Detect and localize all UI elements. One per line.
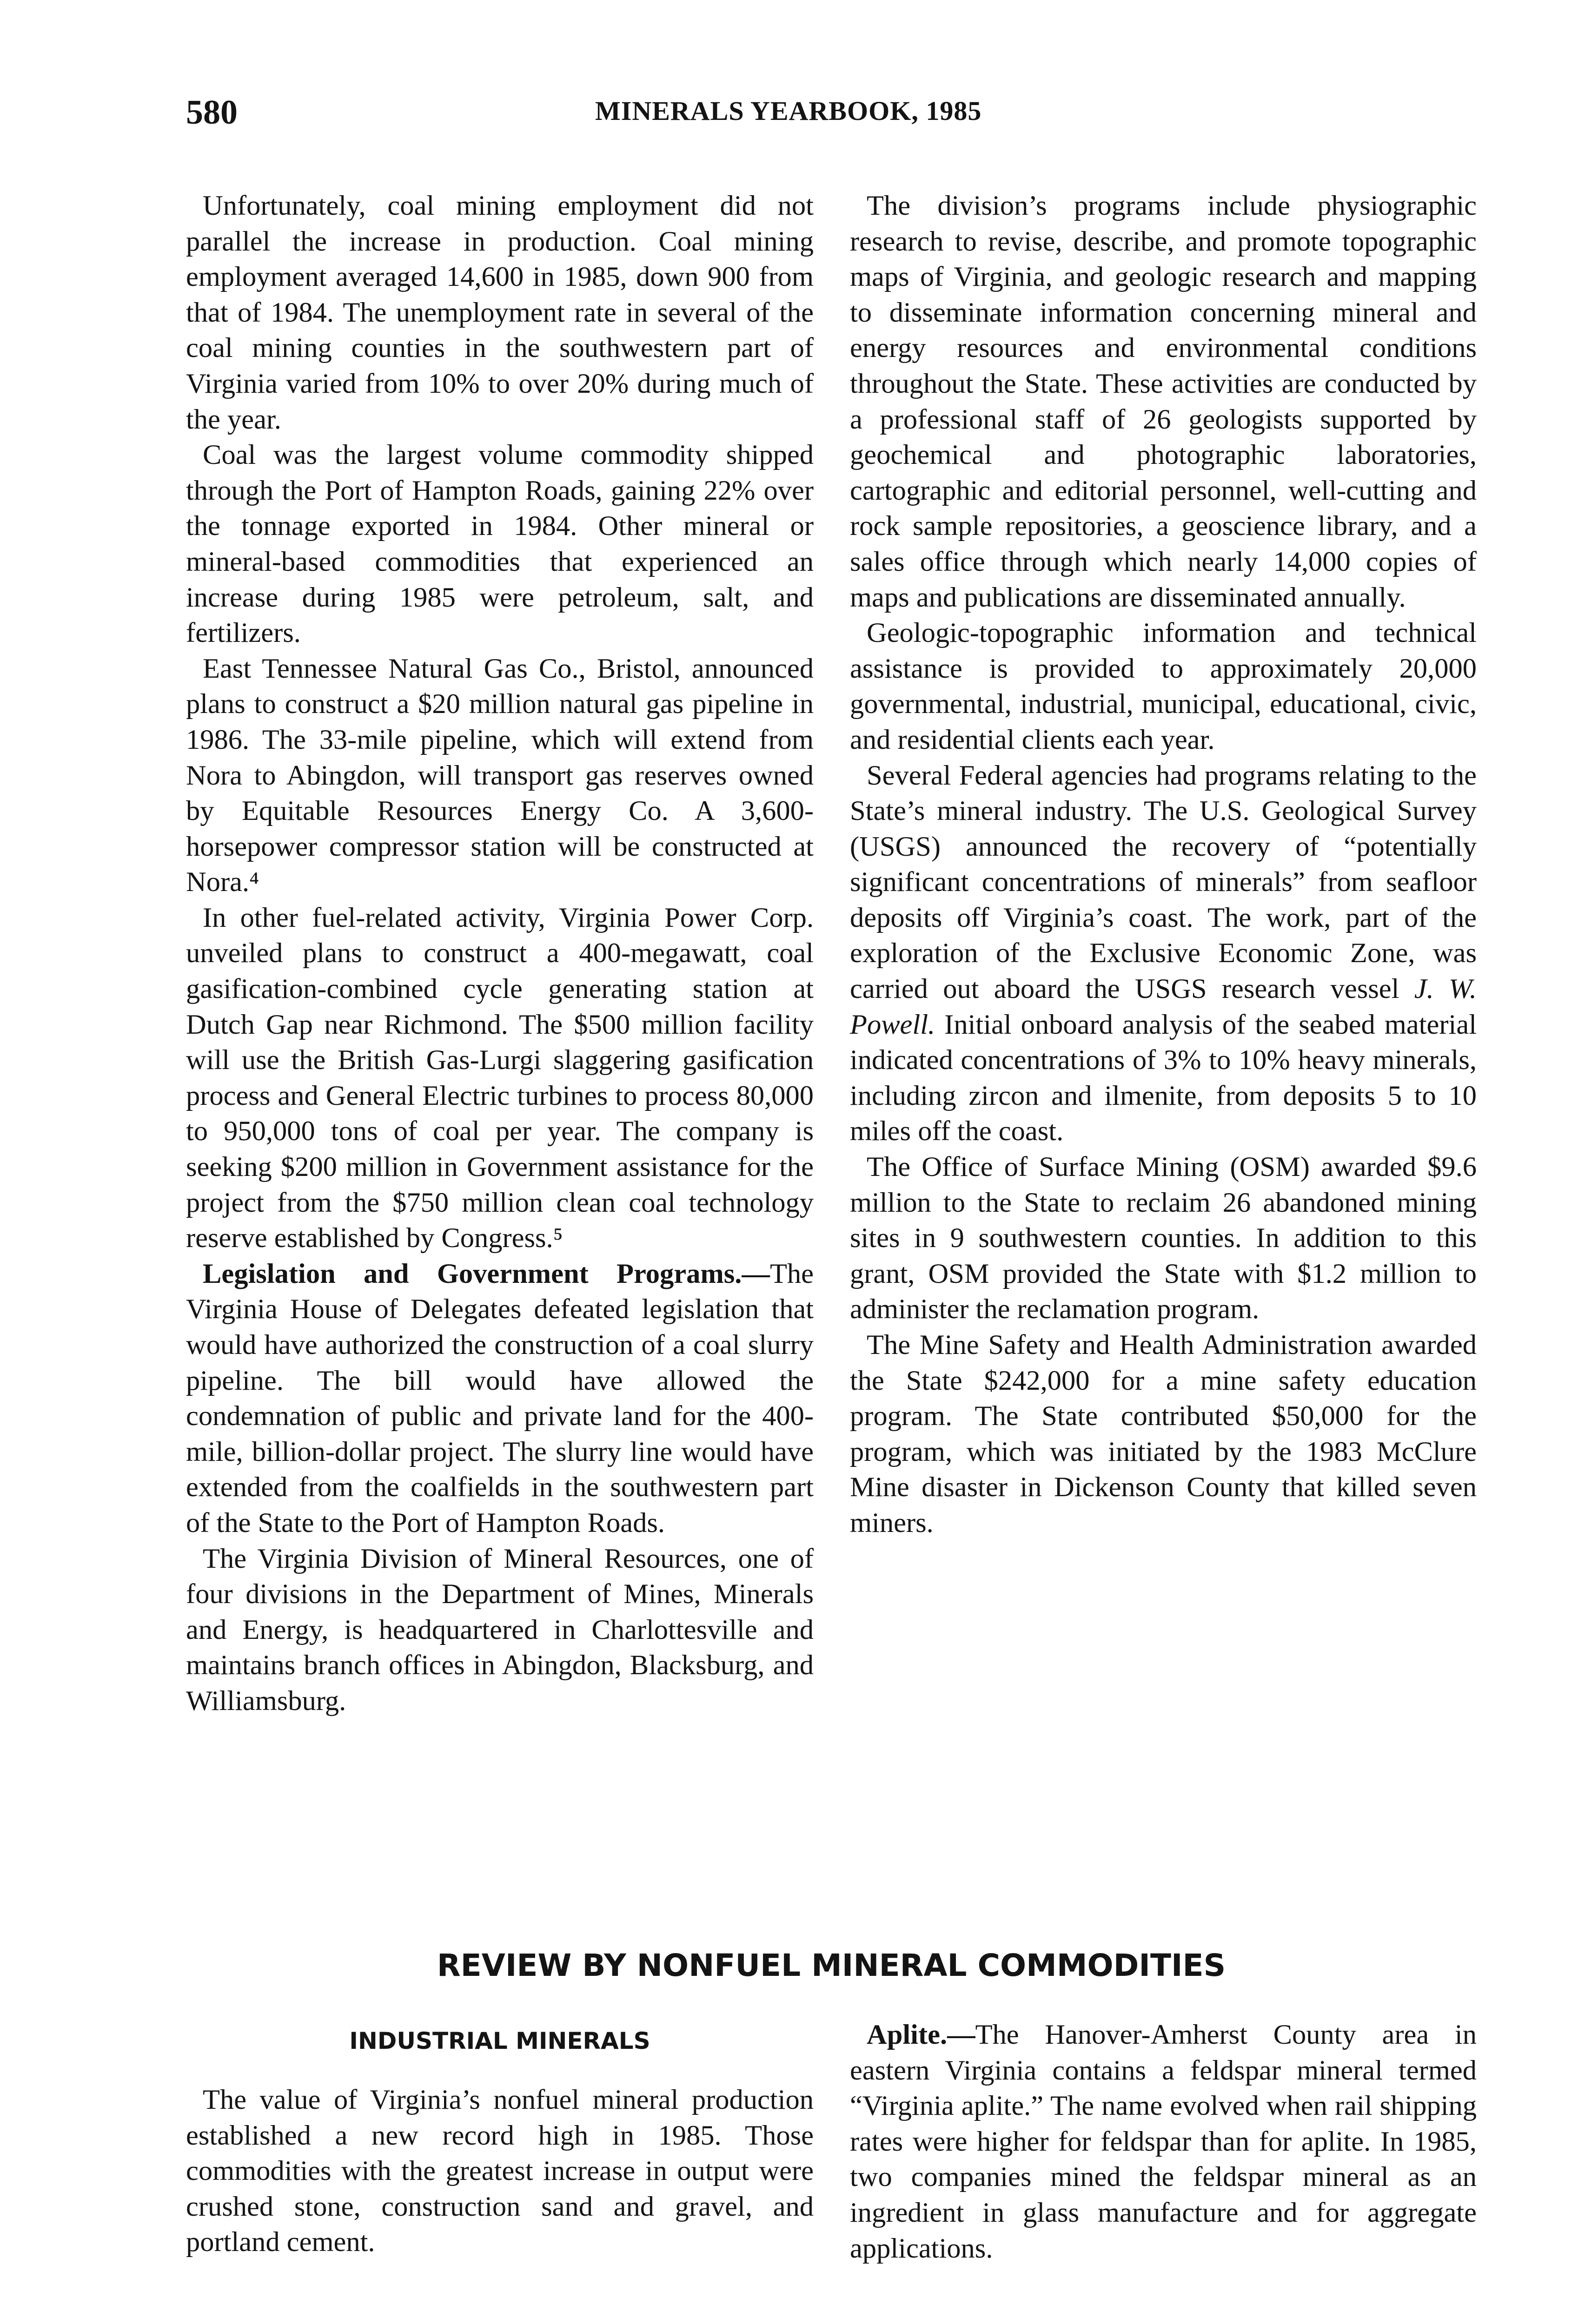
section-heading: REVIEW BY NONFUEL MINERAL COMMODITIES: [437, 1948, 1226, 1983]
usgs-paragraph: [850, 758, 1477, 1150]
paragraph: Geologic-topographic information and technical assistance is provided to approximately 20,000 governmental, industrial, municipal, educational, civic, and residential clients each year.: [850, 617, 1477, 755]
paragraph: The value of Virginia’s nonfuel mineral production established a new record high in 1985. Those commodities with the greatest increase in output were crushed stone, construction sand and gravel, and portland cement.: [186, 2084, 814, 2258]
right-column-bottom: [850, 2017, 1477, 2266]
paragraph: In other fuel-related activity, Virginia Power Corp. unveiled plans to construct a 400-megawatt, coal gasification-combined cycle generating station at Dutch Gap near Richmond. The $500 million facility will use the British Gas-Lurgi slaggering gasification process and General Electric turbines to process 80,000 to 950,000 tons of coal per year. The company is seeking $200 million in Government assistance for the project from the $750 million clean coal technology reserve established by Congress.⁵: [186, 902, 814, 1254]
paragraph: The division’s programs include physiographic research to revise, describe, and promote topographic maps of Virginia, and geologic research and mapping to disseminate information concerning mineral and energy resources and environmental conditions throughout the State. These activities are conducted by a professional staff of 26 geologists supported by geochemical and photographic laboratories, cartographic and editorial personnel, well-cutting and rock sample repositories, a geoscience library, and a sales office through which nearly 14,000 copies of maps and publications are disseminated annually.: [850, 190, 1477, 613]
aplite-run-in-heading: Aplite.—: [867, 2019, 975, 2050]
legislation-text: The Virginia House of Delegates defeated legislation that would have authorized the construction of a coal slurry pipeline. The bill would have allowed the condemnation of public and private land for the 400-mile, billion-dollar project. The slurry line would have extended from the coalfields in the southwestern part of the State to the Port of Hampton Roads.: [186, 1258, 814, 1538]
paragraph: The Mine Safety and Health Administration awarded the State $242,000 for a mine safety education program. The State contributed $50,000 for the program, which was initiated by the 1983 McClure Mine disaster in Dickenson County that killed seven miners.: [850, 1329, 1477, 1538]
usgs-text-start: Several Federal agencies had programs relating to the State’s mineral industry. The U.S. Geological Survey (USGS) announced the recovery of “potentially significant concentrations of minerals” from seafloor deposits off Virginia’s coast. The work, part of the exploration of the Exclusive Economic Zone, was carried out aboard the USGS research vessel: [850, 759, 1477, 1005]
page-number: 580: [186, 93, 238, 132]
subsection-heading: INDUSTRIAL MINERALS: [349, 2027, 650, 2054]
right-column-top: [850, 188, 1477, 1541]
usgs-text-end: Initial onboard analysis of the seabed material indicated concentrations of 3% to 10% heavy minerals, including zircon and ilmenite, from deposits 5 to 10 miles off the coast.: [850, 1009, 1477, 1147]
paragraph: The Office of Surface Mining (OSM) awarded $9.6 million to the State to reclaim 26 abandoned mining sites in 9 southwestern counties. In addition to this grant, OSM provided the State with $1.2 million to administer the reclamation program.: [850, 1151, 1477, 1325]
paragraph: Coal was the largest volume commodity shipped through the Port of Hampton Roads, gaining 22% over the tonnage exported in 1984. Other mineral or mineral-based commodities that experienced an increase during 1985 were petroleum, salt, and fertilizers.: [186, 439, 814, 649]
division-paragraph: The Virginia Division of Mineral Resources, one of four divisions in the Department of Mines, Minerals and Energy, is headquartered in Charlottesville and maintains branch offices in Abingdon, Blacksburg, and Williamsburg.: [186, 1543, 814, 1717]
left-column-top: [186, 188, 814, 1719]
left-column-bottom: [186, 2082, 814, 2260]
legislation-run-in-heading: Legislation and Government Programs.—: [203, 1258, 770, 1289]
running-head: MINERALS YEARBOOK, 1985: [595, 96, 982, 126]
paragraph: Unfortunately, coal mining employment did not parallel the increase in production. Coal mining employment averaged 14,600 in 1985, down 900 from that of 1984. The unemployment rate in several of the coal mining counties in the southwestern part of Virginia varied from 10% to over 20% during much of the year.: [186, 190, 814, 435]
aplite-text: The Hanover-Amherst County area in eastern Virginia contains a feldspar mineral termed “Virginia aplite.” The name evolved when rail shipping rates were higher for feldspar than for aplite. In 1985, two companies mined the feldspar mineral as an ingredient in glass manufacture and for aggregate applications.: [850, 2019, 1477, 2264]
vessel-name: J. W. Powell.: [850, 973, 1477, 1040]
paragraph: East Tennessee Natural Gas Co., Bristol, announced plans to construct a $20 million natural gas pipeline in 1986. The 33-mile pipeline, which will extend from Nora to Abingdon, will transport gas reserves owned by Equitable Resources Energy Co. A 3,600-horsepower compressor station will be constructed at Nora.⁴: [186, 653, 814, 898]
legislation-paragraph: [186, 1256, 814, 1541]
aplite-paragraph: [850, 2017, 1477, 2266]
